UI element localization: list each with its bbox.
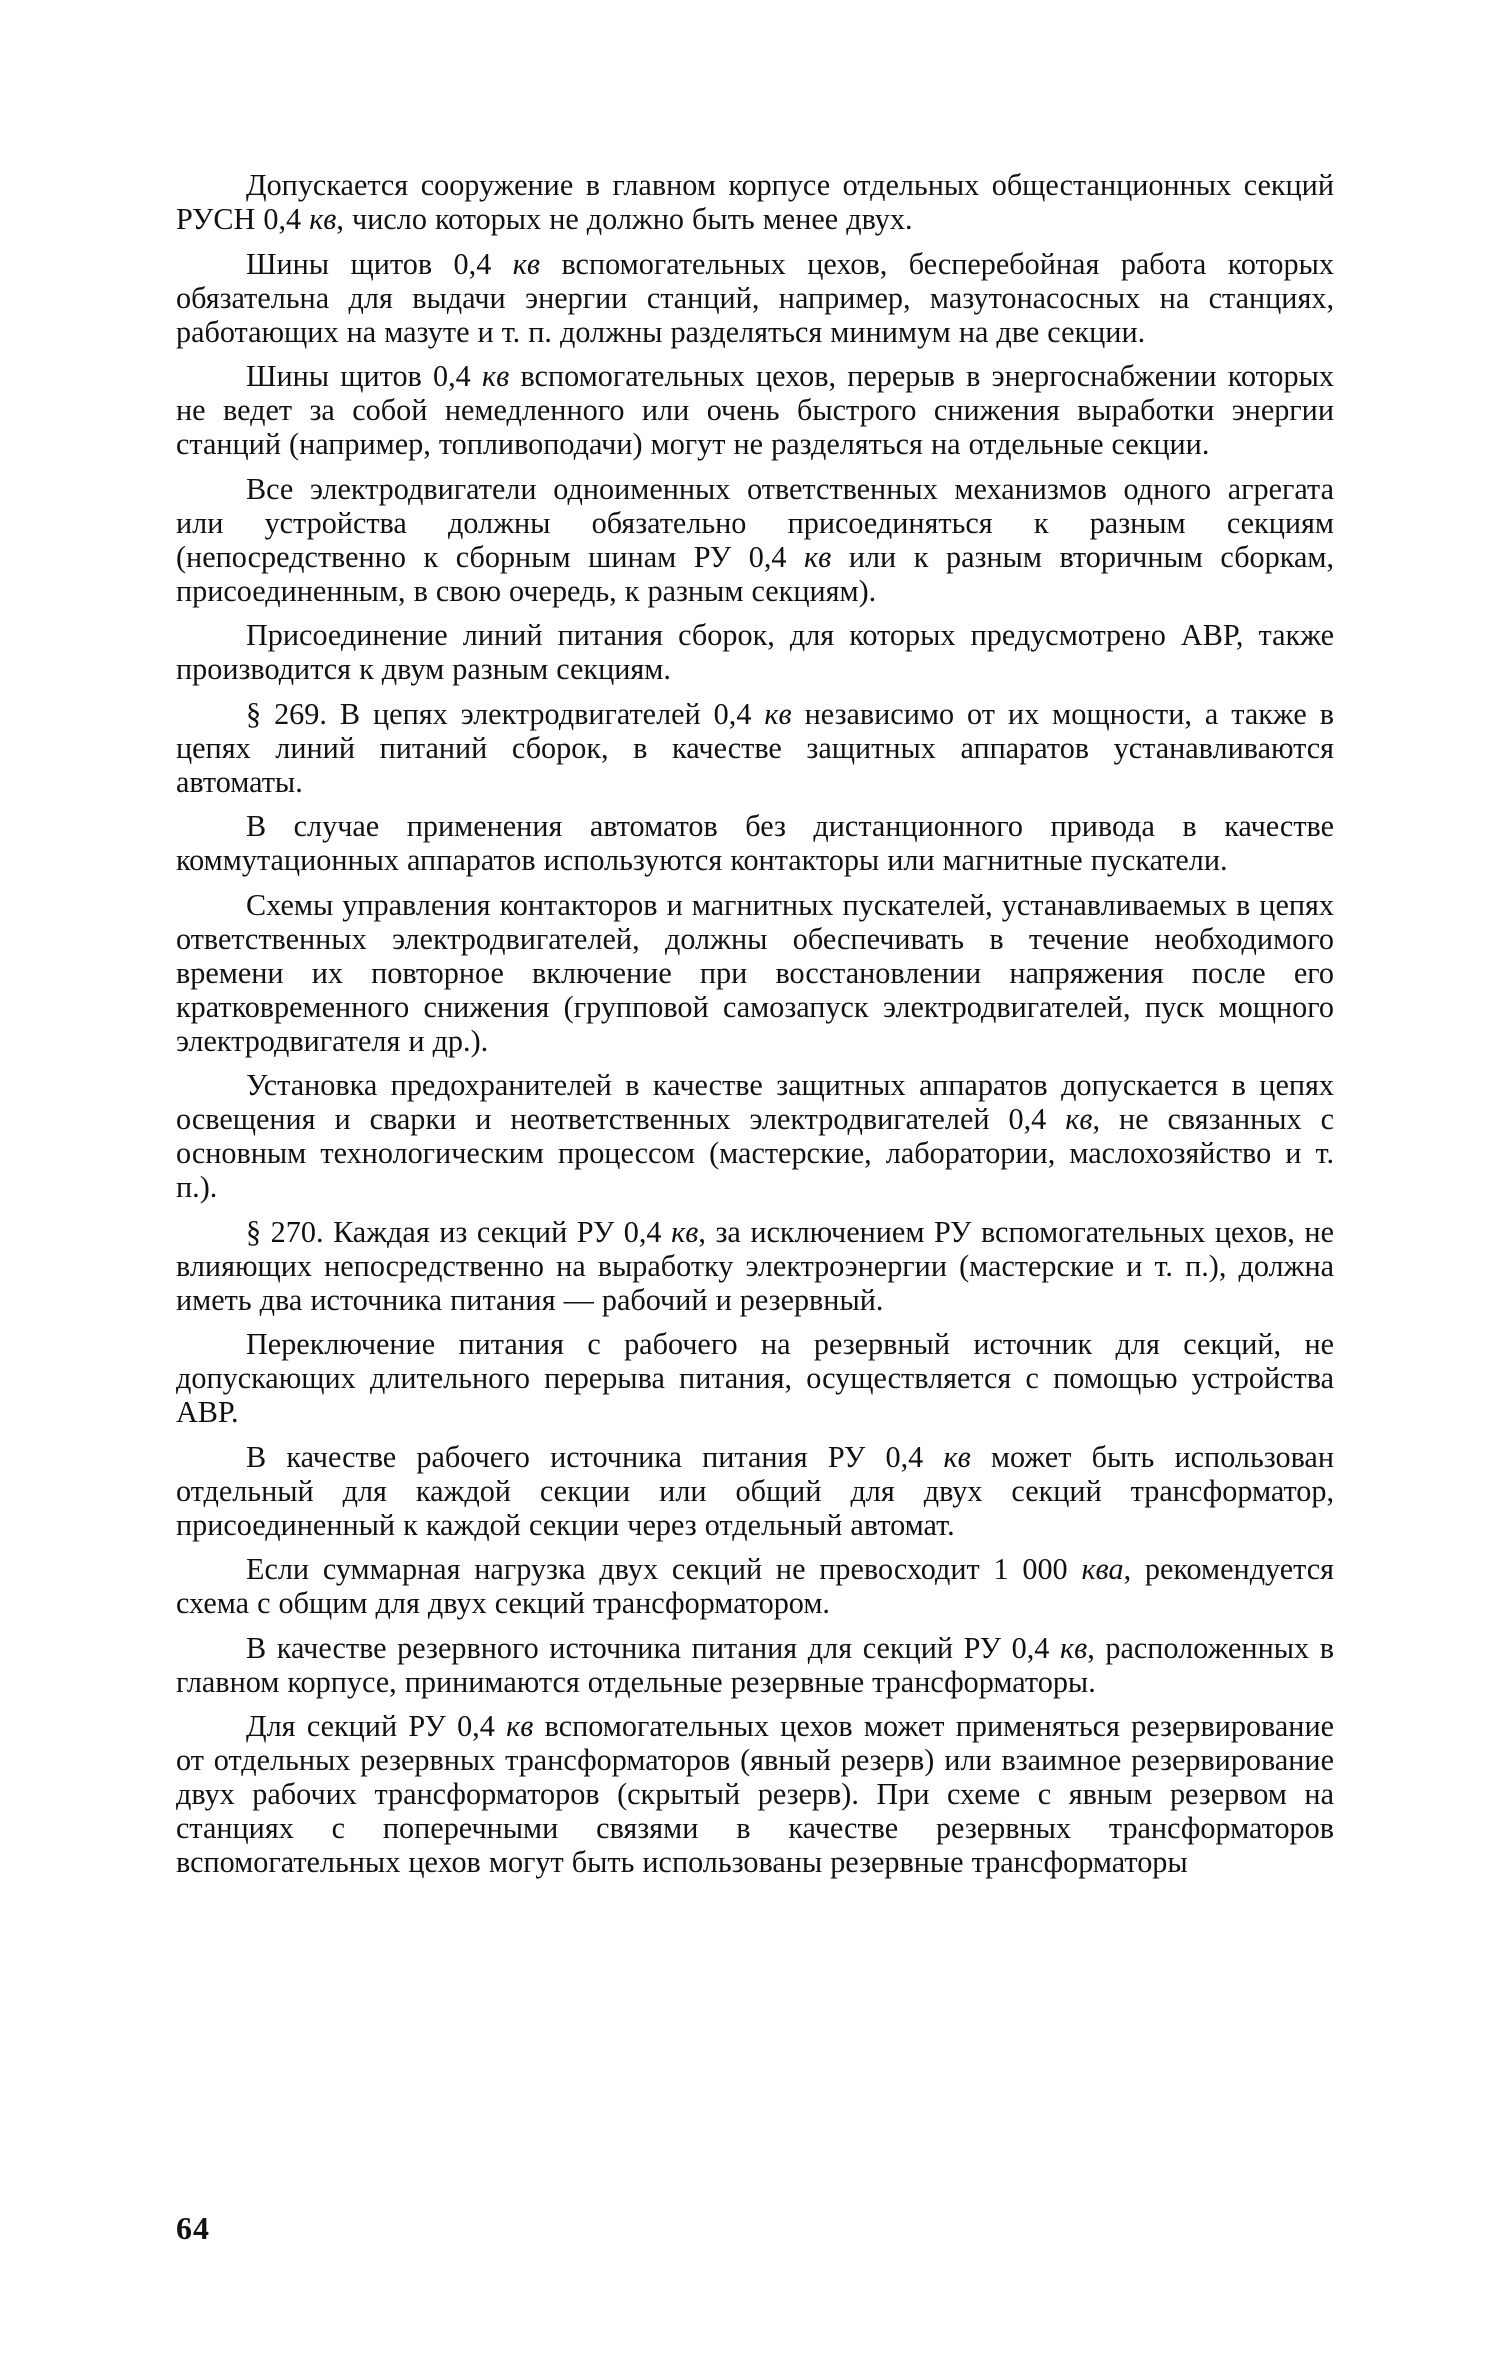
paragraph: Шины щитов 0,4 кв вспомогательных цехов, перерыв в энергоснабжении которых не ведет за собой немедленного или очень быстрого снижения выработки энергии станций (например, топливоподачи) могут не разделяться на отдельные секции. xyxy=(176,359,1334,461)
paragraph: Переключение питания с рабочего на резервный источник для секций, не допускающих длительного перерыва питания, осуществляется с помощью устройства АВР. xyxy=(176,1327,1334,1429)
body-text xyxy=(176,168,1334,1879)
paragraph: В случае применения автоматов без дистанционного привода в качестве коммутационных аппаратов используются контакторы или магнитные пускатели. xyxy=(176,809,1334,877)
paragraph: Установка предохранителей в качестве защитных аппаратов допускается в цепях освещения и сварки и неответственных электродвигателей 0,4 кв, не связанных с основным технологическим процессом (мастерские, лаборатории, маслохозяйство и т. п.). xyxy=(176,1068,1334,1204)
paragraph: Допускается сооружение в главном корпусе отдельных общестанционных секций РУСН 0,4 кв, число которых не должно быть менее двух. xyxy=(176,168,1334,236)
paragraph: Все электродвигатели одноименных ответственных механизмов одного агрегата или устройства должны обязательно присоединяться к разным секциям (непосредственно к сборным шинам РУ 0,4 кв или к разным вторичным сборкам, присоединенным, в свою очередь, к разным секциям). xyxy=(176,471,1335,608)
paragraph: Для секций РУ 0,4 кв вспомогательных цехов может применяться резервирование от отдельных резервных трансформаторов (явный резерв) или взаимное резервирование двух рабочих трансформаторов (скрытый резерв). При схеме с явным резервом на станциях с поперечными связями в качестве резервных трансформаторов вспомогательных цехов могут быть использованы резервные трансформаторы xyxy=(176,1709,1335,1879)
paragraph: Присоединение линий питания сборок, для которых предусмотрено АВР, также производится к двум разным секциям. xyxy=(176,618,1334,686)
paragraph: Шины щитов 0,4 кв вспомогательных цехов, бесперебойная работа которых обязательна для выдачи энергии станций, например, мазутонасосных на станциях, работающих на мазуте и т. п. должны разделяться минимум на две секции. xyxy=(176,246,1334,349)
section-270-paragraph: § 270. Каждая из секций РУ 0,4 кв, за исключением РУ вспомогательных цехов, не влияющих непосредственно на выработку электроэнергии (мастерские и т. п.), должна иметь два источника питания — рабочий и резервный. xyxy=(176,1214,1334,1317)
paragraph: В качестве резервного источника питания для секций РУ 0,4 кв, расположенных в главном корпусе, принимаются отдельные резервные трансформаторы. xyxy=(176,1630,1334,1699)
paragraph: Схемы управления контакторов и магнитных пускателей, устанавливаемых в цепях ответственных электродвигателей, должны обеспечивать в течение необходимого времени их повторное включение при восстановлении напряжения после его кратковременного снижения (групповой самозапуск электродвигателей, пуск мощного электродвигателя и др.). xyxy=(176,887,1334,1058)
paragraph: В качестве рабочего источника питания РУ 0,4 кв может быть использован отдельный для каждой секции или общий для двух секций трансформатор, присоединенный к каждой секции через отдельный автомат. xyxy=(176,1439,1334,1542)
page-number: 64 xyxy=(176,2210,210,2246)
section-269-paragraph: § 269. В цепях электродвигателей 0,4 кв независимо от их мощности, а также в цепях линий питаний сборок, в качестве защитных аппаратов устанавливаются автоматы. xyxy=(176,696,1334,799)
paragraph: Если суммарная нагрузка двух секций не превосходит 1 000 ква, рекомендуется схема с общим для двух секций трансформатором. xyxy=(176,1552,1334,1620)
